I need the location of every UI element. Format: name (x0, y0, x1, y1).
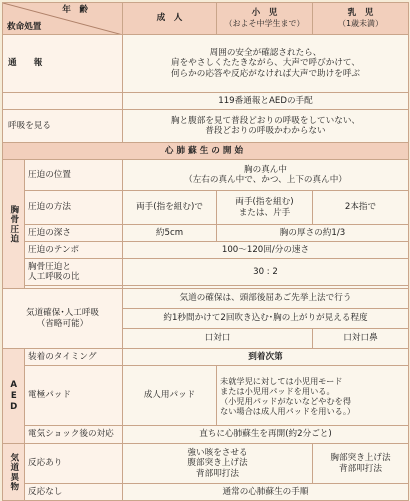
position-line: （左右の真ん中で、かつ、上下の真ん中） (184, 175, 347, 185)
depth-child-infant: 胸の厚さの約1/3 (217, 225, 409, 242)
responsive-line: 強い咳をさせる (187, 447, 248, 458)
breathing-text (123, 110, 409, 143)
ratio-label-line: 胸骨圧迫と (28, 261, 71, 272)
child-title: 小 児 (251, 8, 278, 19)
depth-adult: 約5cm (123, 225, 217, 242)
mouth-to-mouth: 口対口 (123, 329, 313, 349)
pad-child-infant (217, 366, 409, 426)
age-label: 年 齢 (62, 5, 88, 15)
responsive-label: 反応あり (25, 444, 123, 484)
header-corner-cell (3, 3, 123, 35)
pad-child-line: 未就学児に対しては小児用モード (220, 375, 343, 386)
compression-position-label: 圧迫の位置 (25, 160, 123, 191)
method-infant: 2本指で (313, 191, 409, 225)
pad-child-line: ない場合は成人用パッドを用いる。） (220, 405, 356, 416)
aed-shock-text: 直ちに心肺蘇生を再開(約2分ごと) (123, 426, 409, 444)
infant-header (313, 3, 409, 35)
compression-tempo-text: 100～120回/分の速さ (123, 242, 409, 259)
child-subtitle: （およそ中学生まで） (224, 18, 305, 28)
pad-child-line: （小児用パッドがないなどやむを得 (220, 395, 352, 406)
airway-label-line: （省略可能） (36, 318, 89, 329)
airway-label (3, 289, 123, 349)
rescue-breath-text: 約1秒間かけて2回吹き込む･胸の上がりが見える程度 (123, 309, 409, 329)
method-child-line: 両手(指を組む) (235, 197, 294, 208)
breathing-line: 胸と腹部を見て普段どおりの呼吸をしていない、 (170, 115, 361, 126)
responsive-infant (313, 444, 409, 484)
position-line: 胸の真ん中 (244, 164, 287, 175)
breathing-line: 普段どおりの呼吸かわからない (205, 126, 326, 136)
compression-ratio-text: 30 : 2 (123, 259, 409, 286)
method-child (217, 191, 313, 225)
foreign-body-group-label: 気道異物 (3, 444, 25, 501)
responsive-line: 腹部突き上げ法 (187, 458, 248, 469)
responsive-adult-child (123, 444, 313, 484)
notify-label-continued (3, 93, 123, 110)
aed-shock-label: 電気ショック後の対応 (25, 426, 123, 444)
compression-position-text (123, 160, 409, 191)
child-header (217, 3, 313, 35)
method-adult: 両手(指を組む)で (123, 191, 217, 225)
aed-timing-label: 装着のタイミング (25, 349, 123, 366)
notify-text (123, 35, 409, 93)
notify-line: 何らかの応答や反応がなければ大声で助けを呼ぶ (170, 68, 361, 79)
aed-timing-text: 到着次第 (123, 349, 409, 366)
responsive-line: 背部叩打法 (196, 468, 239, 479)
adult-header: 成 人 (123, 3, 217, 35)
emergency-call-text: 119番通報とAEDの手配 (123, 93, 409, 110)
pad-child-line: または小児用パッドを用いる。 (220, 385, 335, 396)
mouth-to-mouth-nose: 口対口鼻 (313, 329, 409, 349)
unresponsive-text: 通常の心肺蘇生の手順 (123, 484, 409, 501)
notify-line: 周囲の安全が確認されたら、 (209, 47, 322, 58)
ratio-label-line: 人工呼吸の比 (28, 272, 80, 282)
unresponsive-label: 反応なし (25, 484, 123, 501)
infant-subtitle: （1歳未満） (337, 18, 384, 28)
responsive-infant-line: 背部叩打法 (339, 463, 382, 474)
aed-group-label: AED (3, 349, 25, 444)
responsive-infant-line: 胸部突き上げ法 (330, 453, 391, 464)
airway-label-line: 気道確保･人工呼吸 (25, 308, 100, 319)
compression-ratio-label (25, 259, 123, 286)
compression-depth-label: 圧迫の深さ (25, 225, 123, 242)
aed-pad-label: 電極パッド (25, 366, 123, 426)
cpr-start-banner: 心肺蘇生の開始 (3, 143, 409, 160)
breathing-label: 呼吸を見る (3, 110, 123, 143)
compression-method-label: 圧迫の方法 (25, 191, 123, 225)
life-saving-label: 救命処置 (7, 21, 42, 32)
method-child-line: または、片手 (238, 207, 291, 218)
notify-line: 肩をやさしくたたきながら、大声で呼びかけて、 (171, 58, 360, 69)
infant-title: 乳 児 (347, 8, 374, 19)
compression-tempo-label: 圧迫のテンポ (25, 242, 123, 259)
resuscitation-table (2, 2, 409, 501)
pad-adult: 成人用パッド (123, 366, 217, 426)
airway-text: 気道の確保は、頭部後屈あご先挙上法で行う (123, 289, 409, 309)
chest-compression-group-label: 胸骨圧迫 (3, 160, 25, 289)
notify-label: 通 報 (3, 35, 123, 93)
